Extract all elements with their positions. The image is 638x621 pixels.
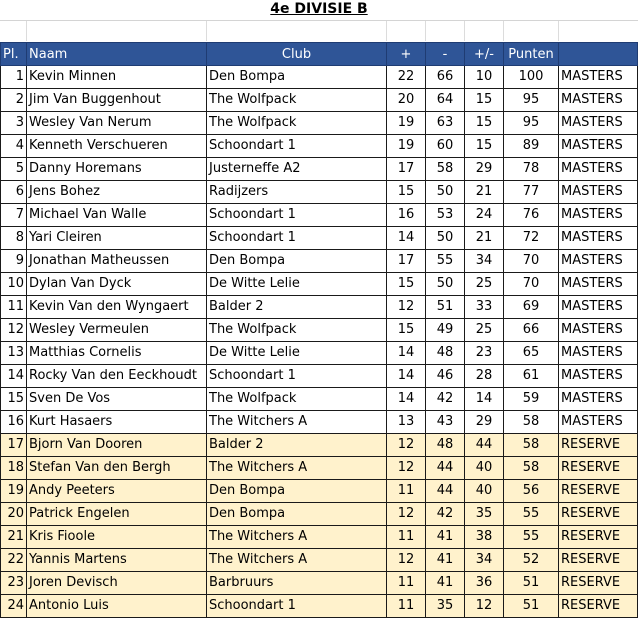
- cell-status[interactable]: MASTERS: [559, 158, 638, 181]
- cell-status[interactable]: RESERVE: [559, 503, 638, 526]
- cell-punten[interactable]: 59: [504, 388, 559, 411]
- cell-naam[interactable]: Kevin Minnen: [27, 66, 207, 89]
- cell-plus[interactable]: 12: [387, 296, 426, 319]
- cell-naam[interactable]: Wesley Vermeulen: [27, 319, 207, 342]
- cell-status[interactable]: MASTERS: [559, 181, 638, 204]
- cell-naam[interactable]: Patrick Engelen: [27, 503, 207, 526]
- table-row: [1, 112, 638, 135]
- cell-pl[interactable]: 2: [1, 89, 27, 112]
- cell-diff[interactable]: 40: [465, 480, 504, 503]
- cell-punten[interactable]: 51: [504, 572, 559, 595]
- title-row[interactable]: [0, 0, 638, 21]
- table-row: [1, 296, 638, 319]
- cell-punten[interactable]: 52: [504, 549, 559, 572]
- cell-naam[interactable]: Andy Peeters: [27, 480, 207, 503]
- cell-pl[interactable]: 12: [1, 319, 27, 342]
- header-pl[interactable]: Pl.: [1, 43, 27, 66]
- cell-punten[interactable]: 95: [504, 112, 559, 135]
- table-row: [1, 480, 638, 503]
- cell-min[interactable]: 66: [426, 66, 465, 89]
- cell-status[interactable]: MASTERS: [559, 319, 638, 342]
- cell-club[interactable]: Den Bompa: [207, 503, 387, 526]
- cell-diff[interactable]: 21: [465, 181, 504, 204]
- cell-club[interactable]: Den Bompa: [207, 250, 387, 273]
- table-row: [1, 434, 638, 457]
- cell-punten[interactable]: 77: [504, 181, 559, 204]
- cell-club[interactable]: Schoondart 1: [207, 227, 387, 250]
- cell-naam[interactable]: Kenneth Verschueren: [27, 135, 207, 158]
- cell-plus[interactable]: 15: [387, 181, 426, 204]
- cell-punten[interactable]: 78: [504, 158, 559, 181]
- cell-plus[interactable]: 14: [387, 388, 426, 411]
- table-row: [1, 135, 638, 158]
- cell-status[interactable]: MASTERS: [559, 89, 638, 112]
- cell-naam[interactable]: Yari Cleiren: [27, 227, 207, 250]
- cell-diff[interactable]: 10: [465, 66, 504, 89]
- cell-min[interactable]: 43: [426, 411, 465, 434]
- cell-plus[interactable]: 14: [387, 227, 426, 250]
- cell-min[interactable]: 53: [426, 204, 465, 227]
- cell-club[interactable]: The Witchers A: [207, 457, 387, 480]
- cell-punten[interactable]: 66: [504, 319, 559, 342]
- table-row: [1, 250, 638, 273]
- cell-min[interactable]: 58: [426, 158, 465, 181]
- gridline: [206, 21, 207, 41]
- cell-diff[interactable]: 40: [465, 457, 504, 480]
- cell-plus[interactable]: 20: [387, 89, 426, 112]
- cell-pl[interactable]: 4: [1, 135, 27, 158]
- cell-status[interactable]: RESERVE: [559, 526, 638, 549]
- header-min[interactable]: -: [426, 43, 465, 66]
- table-row: [1, 227, 638, 250]
- cell-punten[interactable]: 58: [504, 411, 559, 434]
- cell-punten[interactable]: 70: [504, 273, 559, 296]
- cell-min[interactable]: 44: [426, 457, 465, 480]
- table-row: [1, 365, 638, 388]
- cell-punten[interactable]: 51: [504, 595, 559, 618]
- cell-min[interactable]: 42: [426, 503, 465, 526]
- header-diff[interactable]: +/-: [465, 43, 504, 66]
- cell-punten[interactable]: 65: [504, 342, 559, 365]
- cell-status[interactable]: RESERVE: [559, 457, 638, 480]
- cell-pl[interactable]: 24: [1, 595, 27, 618]
- cell-punten[interactable]: 72: [504, 227, 559, 250]
- cell-min[interactable]: 55: [426, 250, 465, 273]
- header-row: [1, 43, 638, 66]
- cell-min[interactable]: 44: [426, 480, 465, 503]
- cell-club[interactable]: The Witchers A: [207, 549, 387, 572]
- cell-diff[interactable]: 29: [465, 411, 504, 434]
- cell-club[interactable]: Schoondart 1: [207, 365, 387, 388]
- cell-plus[interactable]: 11: [387, 480, 426, 503]
- cell-naam[interactable]: Kevin Van den Wyngaert: [27, 296, 207, 319]
- header-naam[interactable]: Naam: [27, 43, 207, 66]
- table-row: [1, 158, 638, 181]
- cell-diff[interactable]: 25: [465, 319, 504, 342]
- cell-min[interactable]: 41: [426, 549, 465, 572]
- cell-naam[interactable]: Jens Bohez: [27, 181, 207, 204]
- cell-diff[interactable]: 21: [465, 227, 504, 250]
- cell-plus[interactable]: 12: [387, 549, 426, 572]
- cell-punten[interactable]: 89: [504, 135, 559, 158]
- cell-pl[interactable]: 3: [1, 112, 27, 135]
- cell-club[interactable]: The Wolfpack: [207, 89, 387, 112]
- cell-diff[interactable]: 38: [465, 526, 504, 549]
- table-row: [1, 342, 638, 365]
- cell-pl[interactable]: 20: [1, 503, 27, 526]
- cell-naam[interactable]: Michael Van Walle: [27, 204, 207, 227]
- cell-status[interactable]: RESERVE: [559, 595, 638, 618]
- cell-plus[interactable]: 12: [387, 434, 426, 457]
- cell-club[interactable]: The Wolfpack: [207, 388, 387, 411]
- cell-naam[interactable]: Yannis Martens: [27, 549, 207, 572]
- gridline: [386, 21, 387, 41]
- cell-plus[interactable]: 11: [387, 595, 426, 618]
- cell-naam[interactable]: Joren Devisch: [27, 572, 207, 595]
- cell-pl[interactable]: 1: [1, 66, 27, 89]
- cell-diff[interactable]: 33: [465, 296, 504, 319]
- cell-diff[interactable]: 24: [465, 204, 504, 227]
- cell-plus[interactable]: 12: [387, 503, 426, 526]
- cell-status[interactable]: MASTERS: [559, 204, 638, 227]
- cell-status[interactable]: MASTERS: [559, 66, 638, 89]
- cell-club[interactable]: Schoondart 1: [207, 135, 387, 158]
- cell-plus[interactable]: 15: [387, 273, 426, 296]
- cell-pl[interactable]: 11: [1, 296, 27, 319]
- table-row: [1, 66, 638, 89]
- cell-pl[interactable]: 18: [1, 457, 27, 480]
- cell-min[interactable]: 35: [426, 595, 465, 618]
- cell-punten[interactable]: 70: [504, 250, 559, 273]
- table-row: [1, 204, 638, 227]
- cell-plus[interactable]: 16: [387, 204, 426, 227]
- cell-status[interactable]: MASTERS: [559, 112, 638, 135]
- cell-punten[interactable]: 69: [504, 296, 559, 319]
- cell-plus[interactable]: 12: [387, 457, 426, 480]
- cell-plus[interactable]: 14: [387, 365, 426, 388]
- gridline: [425, 21, 426, 41]
- cell-plus[interactable]: 11: [387, 572, 426, 595]
- table-row: [1, 572, 638, 595]
- header-status[interactable]: [559, 43, 638, 66]
- cell-punten[interactable]: 61: [504, 365, 559, 388]
- table-row: [1, 503, 638, 526]
- cell-pl[interactable]: 21: [1, 526, 27, 549]
- cell-min[interactable]: 51: [426, 296, 465, 319]
- cell-punten[interactable]: 55: [504, 526, 559, 549]
- cell-pl[interactable]: 19: [1, 480, 27, 503]
- cell-status[interactable]: MASTERS: [559, 250, 638, 273]
- cell-punten[interactable]: 76: [504, 204, 559, 227]
- cell-min[interactable]: 63: [426, 112, 465, 135]
- cell-club[interactable]: Den Bompa: [207, 66, 387, 89]
- cell-plus[interactable]: 17: [387, 158, 426, 181]
- cell-pl[interactable]: 17: [1, 434, 27, 457]
- header-club[interactable]: Club: [207, 43, 387, 66]
- table-row: [1, 457, 638, 480]
- cell-diff[interactable]: 28: [465, 365, 504, 388]
- cell-diff[interactable]: 29: [465, 158, 504, 181]
- cell-status[interactable]: RESERVE: [559, 480, 638, 503]
- cell-min[interactable]: 48: [426, 342, 465, 365]
- table-row: [1, 411, 638, 434]
- cell-club[interactable]: Justerneffe A2: [207, 158, 387, 181]
- cell-club[interactable]: The Wolfpack: [207, 319, 387, 342]
- cell-plus[interactable]: 13: [387, 411, 426, 434]
- cell-pl[interactable]: 6: [1, 181, 27, 204]
- cell-diff[interactable]: 14: [465, 388, 504, 411]
- table-body: [1, 66, 638, 618]
- cell-min[interactable]: 50: [426, 273, 465, 296]
- header-punten[interactable]: Punten: [504, 43, 559, 66]
- cell-plus[interactable]: 15: [387, 319, 426, 342]
- cell-punten[interactable]: 95: [504, 89, 559, 112]
- cell-pl[interactable]: 9: [1, 250, 27, 273]
- cell-naam[interactable]: Wesley Van Nerum: [27, 112, 207, 135]
- cell-diff[interactable]: 34: [465, 549, 504, 572]
- cell-status[interactable]: MASTERS: [559, 342, 638, 365]
- cell-punten[interactable]: 58: [504, 457, 559, 480]
- cell-naam[interactable]: Jonathan Matheussen: [27, 250, 207, 273]
- cell-punten[interactable]: 55: [504, 503, 559, 526]
- gridline: [26, 21, 27, 41]
- cell-status[interactable]: RESERVE: [559, 434, 638, 457]
- cell-status[interactable]: MASTERS: [559, 273, 638, 296]
- cell-pl[interactable]: 15: [1, 388, 27, 411]
- cell-naam[interactable]: Stefan Van den Bergh: [27, 457, 207, 480]
- cell-club[interactable]: The Wolfpack: [207, 112, 387, 135]
- cell-diff[interactable]: 23: [465, 342, 504, 365]
- cell-pl[interactable]: 14: [1, 365, 27, 388]
- cell-diff[interactable]: 36: [465, 572, 504, 595]
- cell-pl[interactable]: 8: [1, 227, 27, 250]
- cell-naam[interactable]: Danny Horemans: [27, 158, 207, 181]
- cell-club[interactable]: Radijzers: [207, 181, 387, 204]
- cell-pl[interactable]: 23: [1, 572, 27, 595]
- cell-plus[interactable]: 19: [387, 135, 426, 158]
- cell-diff[interactable]: 15: [465, 112, 504, 135]
- cell-club[interactable]: Den Bompa: [207, 480, 387, 503]
- cell-club[interactable]: The Witchers A: [207, 526, 387, 549]
- gridline: [558, 21, 559, 41]
- table-row: [1, 319, 638, 342]
- cell-plus[interactable]: 11: [387, 526, 426, 549]
- cell-status[interactable]: MASTERS: [559, 411, 638, 434]
- cell-naam[interactable]: Antonio Luis: [27, 595, 207, 618]
- cell-diff[interactable]: 12: [465, 595, 504, 618]
- cell-min[interactable]: 48: [426, 434, 465, 457]
- cell-punten[interactable]: 58: [504, 434, 559, 457]
- cell-club[interactable]: The Witchers A: [207, 411, 387, 434]
- cell-punten[interactable]: 56: [504, 480, 559, 503]
- cell-status[interactable]: RESERVE: [559, 572, 638, 595]
- gridline: [464, 21, 465, 41]
- cell-diff[interactable]: 44: [465, 434, 504, 457]
- cell-club[interactable]: Schoondart 1: [207, 204, 387, 227]
- cell-naam[interactable]: Jim Van Buggenhout: [27, 89, 207, 112]
- cell-club[interactable]: De Witte Lelie: [207, 273, 387, 296]
- cell-naam[interactable]: Bjorn Van Dooren: [27, 434, 207, 457]
- cell-min[interactable]: 46: [426, 365, 465, 388]
- cell-status[interactable]: MASTERS: [559, 365, 638, 388]
- table-row: [1, 549, 638, 572]
- cell-naam[interactable]: Dylan Van Dyck: [27, 273, 207, 296]
- table-row: [1, 388, 638, 411]
- cell-pl[interactable]: 10: [1, 273, 27, 296]
- cell-min[interactable]: 50: [426, 227, 465, 250]
- cell-diff[interactable]: 35: [465, 503, 504, 526]
- cell-club[interactable]: Schoondart 1: [207, 595, 387, 618]
- cell-min[interactable]: 41: [426, 572, 465, 595]
- cell-min[interactable]: 50: [426, 181, 465, 204]
- cell-min[interactable]: 42: [426, 388, 465, 411]
- cell-club[interactable]: Balder 2: [207, 296, 387, 319]
- standings-table: [0, 42, 638, 618]
- cell-punten[interactable]: 100: [504, 66, 559, 89]
- cell-naam[interactable]: Kurt Hasaers: [27, 411, 207, 434]
- cell-club[interactable]: Balder 2: [207, 434, 387, 457]
- cell-plus[interactable]: 17: [387, 250, 426, 273]
- cell-club[interactable]: Barbruurs: [207, 572, 387, 595]
- cell-status[interactable]: RESERVE: [559, 549, 638, 572]
- cell-diff[interactable]: 34: [465, 250, 504, 273]
- cell-status[interactable]: MASTERS: [559, 227, 638, 250]
- cell-naam[interactable]: Kris Fioole: [27, 526, 207, 549]
- cell-naam[interactable]: Sven De Vos: [27, 388, 207, 411]
- cell-pl[interactable]: 16: [1, 411, 27, 434]
- cell-club[interactable]: De Witte Lelie: [207, 342, 387, 365]
- cell-min[interactable]: 49: [426, 319, 465, 342]
- table-row: [1, 526, 638, 549]
- cell-status[interactable]: MASTERS: [559, 388, 638, 411]
- cell-plus[interactable]: 22: [387, 66, 426, 89]
- cell-diff[interactable]: 15: [465, 135, 504, 158]
- cell-pl[interactable]: 5: [1, 158, 27, 181]
- cell-naam[interactable]: Rocky Van den Eeckhoudt: [27, 365, 207, 388]
- table-row: [1, 273, 638, 296]
- cell-min[interactable]: 60: [426, 135, 465, 158]
- cell-min[interactable]: 64: [426, 89, 465, 112]
- table-row: [1, 89, 638, 112]
- blank-row[interactable]: [0, 21, 638, 41]
- cell-pl[interactable]: 22: [1, 549, 27, 572]
- cell-naam[interactable]: Matthias Cornelis: [27, 342, 207, 365]
- cell-plus[interactable]: 19: [387, 112, 426, 135]
- cell-pl[interactable]: 7: [1, 204, 27, 227]
- gridline: [503, 21, 504, 41]
- cell-status[interactable]: MASTERS: [559, 135, 638, 158]
- cell-status[interactable]: MASTERS: [559, 296, 638, 319]
- header-plus[interactable]: +: [387, 43, 426, 66]
- cell-min[interactable]: 41: [426, 526, 465, 549]
- cell-plus[interactable]: 14: [387, 342, 426, 365]
- sheet-title[interactable]: 4e DIVISIE B: [270, 1, 368, 17]
- table-row: [1, 181, 638, 204]
- cell-pl[interactable]: 13: [1, 342, 27, 365]
- table-row: [1, 595, 638, 618]
- cell-diff[interactable]: 25: [465, 273, 504, 296]
- cell-diff[interactable]: 15: [465, 89, 504, 112]
